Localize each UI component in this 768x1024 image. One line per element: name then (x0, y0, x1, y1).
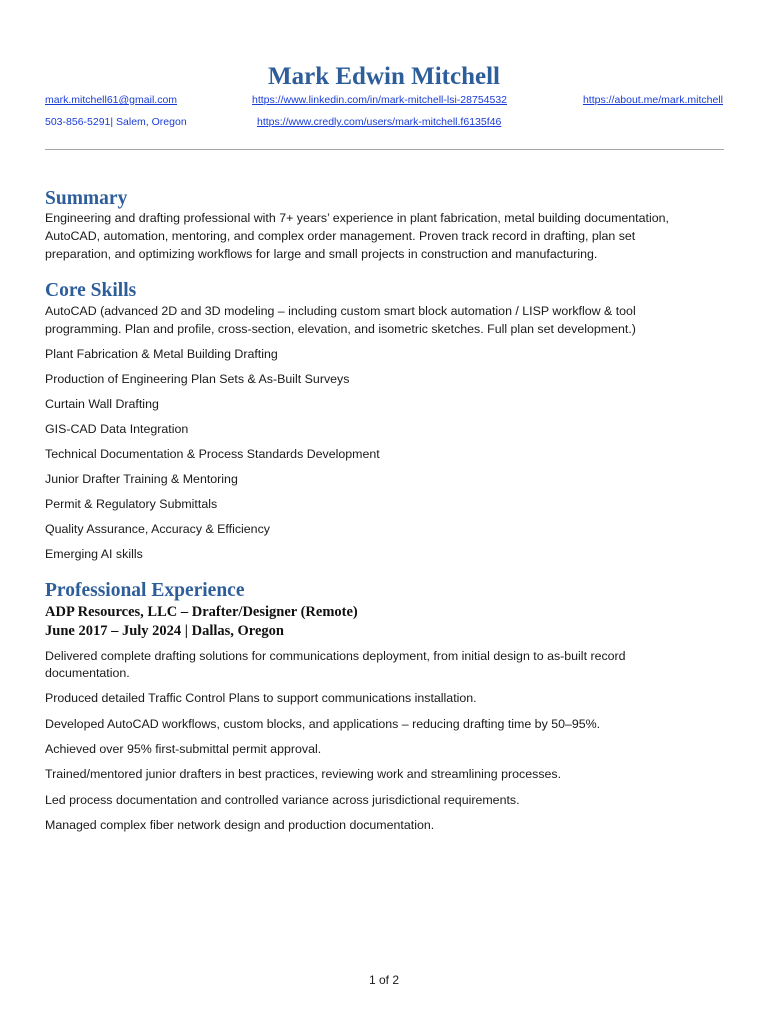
experience-bullet: Managed complex fiber network design and production documentation. (45, 818, 435, 832)
email-link[interactable]: mark.mitchell61@gmail.com (45, 94, 178, 106)
skill-item: Junior Drafter Training & Mentoring (45, 472, 238, 486)
skill-item: Production of Engineering Plan Sets & As-Built Surveys (45, 372, 350, 386)
header-divider (45, 149, 724, 150)
linkedin-link-wrapper (252, 93, 507, 107)
summary-heading: Summary (45, 188, 128, 209)
credly-link-wrapper (257, 115, 501, 129)
core-skills-heading: Core Skills (45, 280, 137, 301)
experience-bullet-line: Delivered complete drafting solutions for communications deployment, from initial design to as-built record (45, 649, 626, 663)
experience-bullet: Developed AutoCAD workflows, custom blocks, and applications – reducing drafting time by 50–95%. (45, 717, 601, 731)
summary-line: Engineering and drafting professional with 7+ years’ experience in plant fabrication, metal building documentation, (45, 211, 669, 225)
experience-bullet: Led process documentation and controlled variance across jurisdictional requirements. (45, 793, 520, 807)
candidate-name: Mark Edwin Mitchell (268, 63, 500, 90)
skill-item: Permit & Regulatory Submittals (45, 497, 218, 511)
skill-item: Plant Fabrication & Metal Building Drafting (45, 347, 278, 361)
credly-link[interactable]: https://www.credly.com/users/mark-mitchell.f6135f46 (257, 116, 502, 128)
skill-autocad-line: AutoCAD (advanced 2D and 3D modeling – including custom smart block automation / LISP workflow & tool (45, 304, 636, 318)
summary-line: AutoCAD, automation, mentoring, and complex order management. Proven track record in drafting, plan set (45, 229, 636, 243)
experience-heading: Professional Experience (45, 580, 245, 601)
experience-bullet-line: documentation. (45, 666, 130, 680)
experience-bullet: Produced detailed Traffic Control Plans to support communications installation. (45, 691, 477, 705)
experience-bullet: Achieved over 95% first-submittal permit approval. (45, 742, 322, 756)
job-dates: June 2017 – July 2024 | Dallas, Oregon (45, 623, 284, 639)
skill-item: Quality Assurance, Accuracy & Efficiency (45, 522, 270, 536)
linkedin-link[interactable]: https://www.linkedin.com/in/mark-mitchell-lsi-28754532 (252, 94, 508, 106)
experience-bullet: Trained/mentored junior drafters in best practices, reviewing work and streamlining processes. (45, 767, 562, 781)
skill-item: Emerging AI skills (45, 547, 143, 561)
skill-autocad-line: programming. Plan and profile, cross-section, elevation, and isometric sketches. Full plan set development.) (45, 322, 636, 336)
job-title: ADP Resources, LLC – Drafter/Designer (Remote) (45, 604, 358, 620)
summary-line: preparation, and optimizing workflows for large and small projects in construction and manufacturing. (45, 247, 598, 261)
aboutme-link-wrapper (583, 93, 723, 107)
email-link-wrapper (45, 93, 177, 107)
page-number: 1 of 2 (368, 973, 400, 987)
skill-item: Curtain Wall Drafting (45, 397, 159, 411)
phone-location: 503-856-5291| Salem, Oregon (45, 116, 187, 128)
aboutme-link[interactable]: https://about.me/mark.mitchell (582, 94, 723, 106)
skill-item: GIS-CAD Data Integration (45, 422, 189, 436)
skill-item: Technical Documentation & Process Standards Development (45, 447, 380, 461)
